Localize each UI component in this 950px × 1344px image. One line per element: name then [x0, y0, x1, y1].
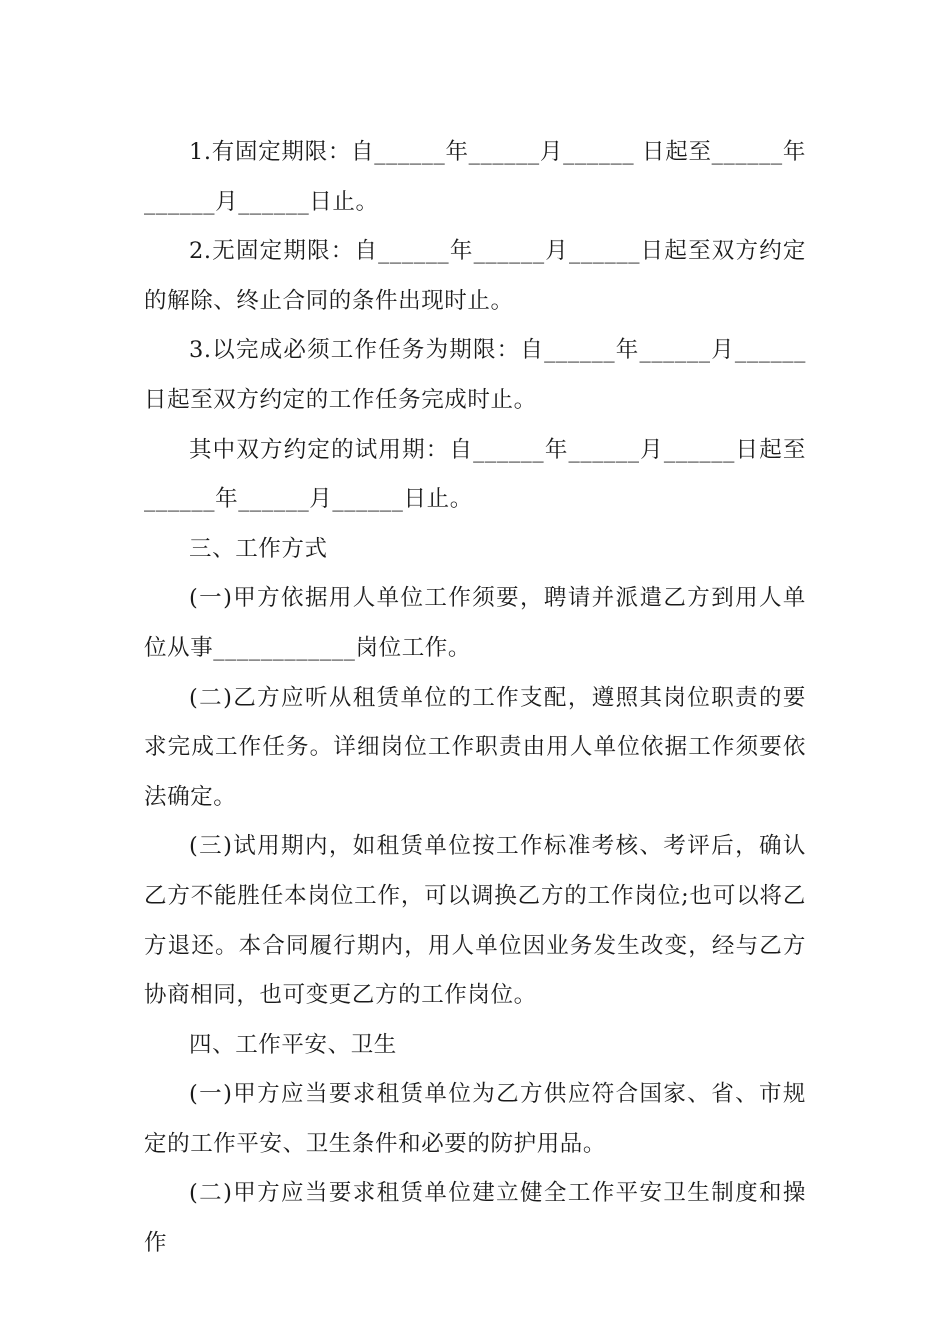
clause-probation: 其中双方约定的试用期：自______年______月______日起至______年______月______日止。: [144, 436, 806, 513]
clause-fixed-term: 1.有固定期限：自______年______月______ 日起至______年______月______日止。: [144, 139, 806, 215]
section-heading-work-mode: 三、工作方式: [189, 535, 328, 562]
document-body: [144, 128, 806, 1269]
safety-item-2: (二)甲方应当要求租赁单位建立健全工作平安卫生制度和操作: [144, 1180, 806, 1257]
safety-item-1: (一)甲方应当要求租赁单位为乙方供应符合国家、省、市规定的工作平安、卫生条件和必要的防护用品。: [144, 1081, 806, 1157]
work-mode-item-3: (三)试用期内，如租赁单位按工作标准考核、考评后，确认乙方不能胜任本岗位工作，可以调换乙方的工作岗位;也可以将乙方退还。本合同履行期内，用人单位因业务发生改变，经与乙方协商相同，也可变更乙方的工作岗位。: [144, 833, 806, 1009]
clause-open-term: 2.无固定期限：自______年______月______日起至双方约定的解除、终止合同的条件出现时止。: [144, 238, 806, 314]
work-mode-item-2: (二)乙方应听从租赁单位的工作支配，遵照其岗位职责的要求完成工作任务。详细岗位工作职责由用人单位依据工作须要依法确定。: [144, 684, 806, 810]
work-mode-item-1: (一)甲方依据用人单位工作须要，聘请并派遣乙方到用人单位从事____________岗位工作。: [144, 585, 806, 661]
section-heading-safety: 四、工作平安、卫生: [189, 1031, 397, 1058]
clause-task-term: 3.以完成必须工作任务为期限：自______年______月______日起至双方约定的工作任务完成时止。: [144, 337, 806, 413]
